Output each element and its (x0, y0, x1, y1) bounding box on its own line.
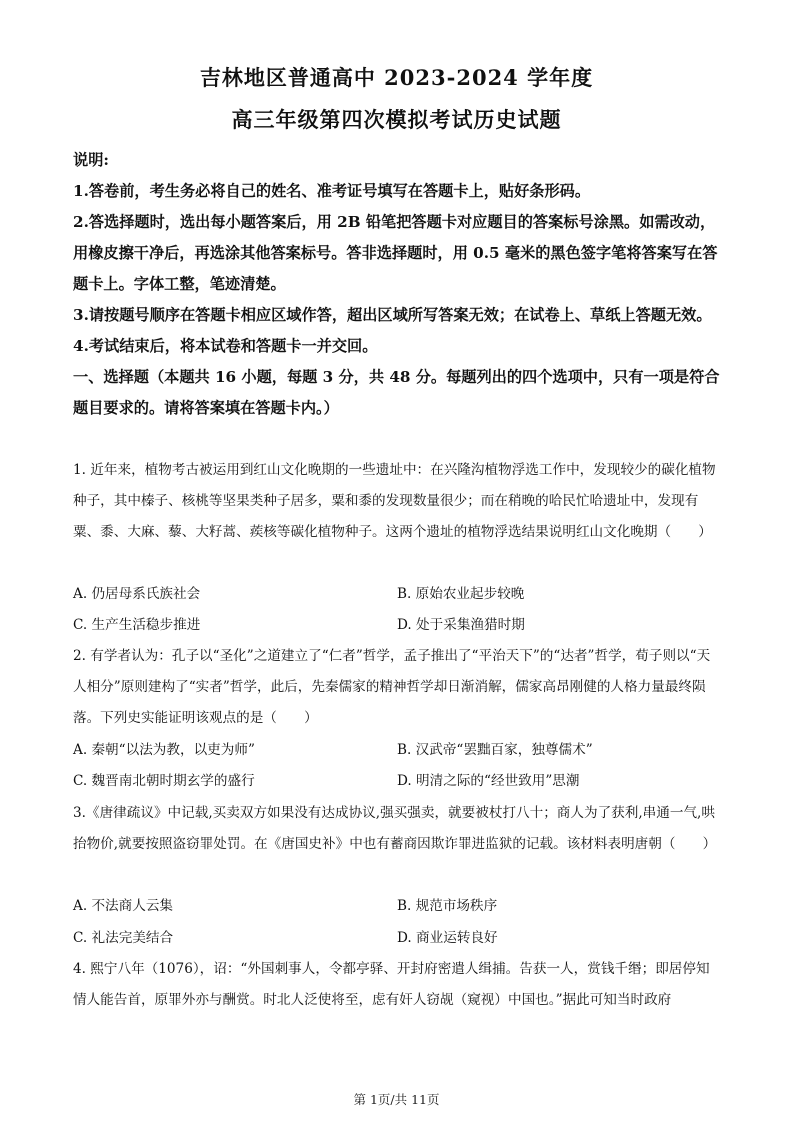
q3-option-c: C. 礼法完美结合 (73, 930, 174, 946)
question-3 (73, 798, 723, 860)
instruction-item-2: 2.答选择题时，选出每小题答案后，用 2B 铅笔把答题卡对应题目的答案标号涂黑。如需改动，用橡皮擦干净后，再选涂其他答案标号。答非选择题时，用 0.5 毫米的黑色签字笔将答案写在答题卡上。字体工整，笔迹清楚。 (73, 213, 718, 293)
question-stem: 2. 有学者认为：孔子以“圣化”之道建立了“仁者”哲学，孟子推出了“平治天下”的“达者”哲学，荀子则以“天人相分”原则建构了“实者”哲学，此后，先秦儒家的精神哲学却日渐消解，儒家高昂刚健的人格力量最终陨落。下列史实能证明该观点的是（ ） (73, 648, 711, 726)
page-number: 第 1页/共 11页 (353, 1092, 440, 1107)
q2-option-c: C. 魏晋南北朝时期玄学的盛行 (73, 773, 255, 789)
exam-title-line1: 吉林地区普通高中 2023-2024 学年度 (199, 65, 594, 90)
q1-option-a: A. 仍居母系氏族社会 (73, 586, 201, 602)
question-1 (73, 455, 723, 548)
q1-option-d: D. 处于采集渔猎时期 (397, 617, 525, 633)
q2-option-b: B. 汉武帝“罢黜百家，独尊儒术” (397, 742, 593, 758)
instruction-item-1: 1.答卷前，考生务必将自己的姓名、准考证号填写在答题卡上，贴好条形码。 (73, 182, 591, 200)
q3-option-a: A. 不法商人云集 (73, 898, 174, 914)
question-stem: 3.《唐律疏议》中记载,买卖双方如果没有达成协议,强买强卖，就要被杖打八十；商人为了获利,串通一气,哄抬物价,就要按照盗窃罪处罚。在《唐国史补》中也有蓄商因欺诈罪进监狱的记载。该材料表明唐朝（ ） (73, 805, 717, 852)
question-stem: 1. 近年来，植物考古被运用到红山文化晚期的一些遗址中：在兴隆沟植物浮选工作中，发现较少的碳化植物种子，其中榛子、核桃等坚果类种子居多，粟和黍的发现数量很少；而在稍晚的哈民忙哈遗址中，发现有粟、黍、大麻、藜、大籽蒿、蒺核等碳化植物种子。这两个遗址的植物浮选结果说明红山文化晚期（ ） (73, 462, 716, 540)
q1-option-b: B. 原始农业起步较晚 (397, 586, 525, 602)
instruction-item-4: 4.考试结束后，将本试卷和答题卡一并交回。 (73, 337, 378, 355)
q2-option-d: D. 明清之际的“经世致用”思潮 (397, 773, 580, 789)
instructions-heading: 说明: (73, 151, 109, 169)
section-heading: 一、选择题（本题共 16 小题，每题 3 分，共 48 分。每题列出的四个选项中，只有一项是符合题目要求的。请将答案填在答题卡内。） (73, 368, 720, 417)
question-stem: 4. 熙宁八年（1076），诏：“外国刺事人，令都亭驿、开封府密遣人缉捕。告获一人，赏钱千缗；即居停知情人能告首，原罪外亦与酬赏。时北人泛使将至，虑有奸人窃觇（窥视）中国也。”据此可知当时政府 (73, 961, 710, 1008)
q3-option-b: B. 规范市场秩序 (397, 898, 498, 914)
question-4 (73, 954, 723, 1016)
q2-option-a: A. 秦朝“以法为教，以吏为师” (73, 742, 255, 758)
exam-title-line2: 高三年级第四次模拟考试历史试题 (231, 107, 562, 132)
instructions-block (73, 145, 723, 424)
q3-option-d: D. 商业运转良好 (397, 930, 498, 946)
q1-option-c: C. 生产生活稳步推进 (73, 617, 201, 633)
instruction-item-3: 3.请按题号顺序在答题卡相应区域作答，超出区域所写答案无效；在试卷上、草纸上答题无效。 (73, 306, 712, 324)
question-2 (73, 641, 723, 734)
